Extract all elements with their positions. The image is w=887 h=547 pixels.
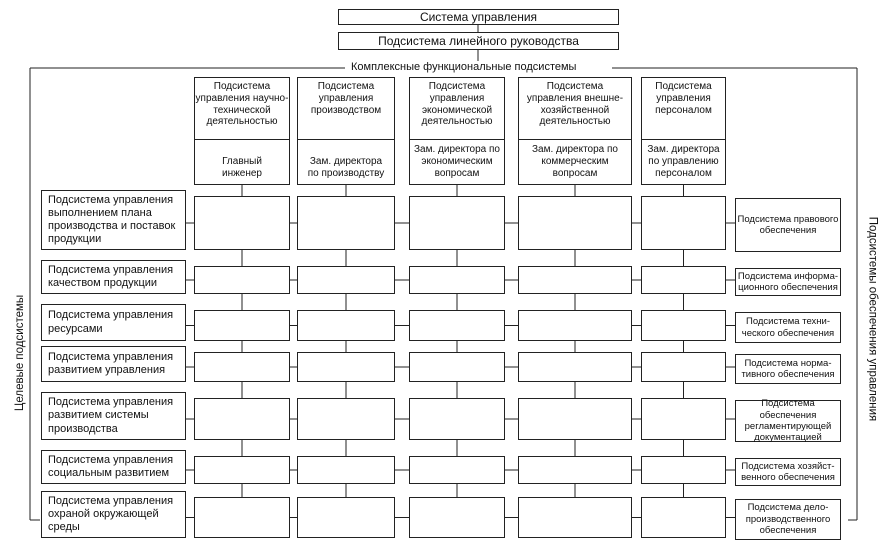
- cell-r5-c5: [641, 398, 726, 440]
- linear-box: [338, 32, 619, 50]
- functional-divider: [410, 139, 504, 140]
- target-name: Подсистема управления охраной окружающей среды: [48, 494, 174, 534]
- functional-name: Подсистема управления персоналом: [655, 81, 712, 116]
- cell-r1-c2: [297, 196, 395, 250]
- functional-name: Подсистема управления производством: [310, 81, 382, 116]
- functional-box-1: [194, 77, 290, 185]
- functional-head: Зам. директора по коммерческим вопросам: [532, 144, 618, 179]
- support-box-3: [735, 312, 841, 343]
- cell-r6-c5: [641, 456, 726, 484]
- cell-r6-c1: [194, 456, 290, 484]
- functional-divider: [298, 139, 394, 140]
- cell-r5-c2: [297, 398, 395, 440]
- support-box-7: [735, 499, 841, 540]
- support-name: Подсистема техни- ческого обеспечения: [741, 316, 835, 339]
- cell-r2-c3: [409, 266, 505, 294]
- functional-box-5: [641, 77, 726, 185]
- functional-box-3: [409, 77, 505, 185]
- target-box-4: [41, 346, 186, 382]
- functional-divider: [642, 139, 725, 140]
- target-name: Подсистема управления качеством продукции: [48, 263, 174, 289]
- support-box-5: [735, 400, 841, 442]
- functional-head: Зам. директора по производству: [307, 156, 385, 179]
- cell-r5-c1: [194, 398, 290, 440]
- cell-r3-c2: [297, 310, 395, 341]
- target-name: Подсистема управления развитием системы производства: [48, 396, 174, 435]
- support-box-4: [735, 354, 841, 384]
- cell-r7-c5: [641, 497, 726, 538]
- functional-divider: [195, 139, 289, 140]
- cell-r4-c3: [409, 352, 505, 382]
- functional-box-2: [297, 77, 395, 185]
- cell-r1-c5: [641, 196, 726, 250]
- functional-name: Подсистема управления внешне- хозяйственной деятельностью: [526, 81, 624, 128]
- cell-r4-c2: [297, 352, 395, 382]
- support-box-2: [735, 268, 841, 296]
- cell-r4-c4: [518, 352, 632, 382]
- cell-r1-c1: [194, 196, 290, 250]
- target-subsystems-label: Целевые подсистемы: [14, 294, 27, 412]
- cell-r5-c4: [518, 398, 632, 440]
- cell-r1-c4: [518, 196, 632, 250]
- functional-name: Подсистема управления научно- технической деятельностью: [195, 81, 289, 128]
- functional-head: Главный инженер: [221, 156, 262, 179]
- target-box-5: [41, 392, 186, 440]
- cell-r7-c2: [297, 497, 395, 538]
- linear-title: Подсистема линейного руководства: [378, 33, 579, 48]
- cell-r2-c2: [297, 266, 395, 294]
- support-box-6: [735, 458, 841, 486]
- cell-r4-c1: [194, 352, 290, 382]
- cell-r7-c3: [409, 497, 505, 538]
- support-name: Подсистема дело- производственного обеспечения: [745, 502, 831, 537]
- cell-r3-c4: [518, 310, 632, 341]
- support-name: Подсистема хозяйст- венного обеспечения: [741, 460, 835, 483]
- target-name: Подсистема управления развитием управления: [48, 350, 174, 376]
- target-box-6: [41, 450, 186, 484]
- support-name: Подсистема правового обеспечения: [737, 213, 839, 236]
- system-title: Система управления: [419, 9, 538, 24]
- cell-r6-c3: [409, 456, 505, 484]
- target-name: Подсистема управления ресурсами: [48, 309, 174, 335]
- cell-r6-c2: [297, 456, 395, 484]
- cell-r3-c5: [641, 310, 726, 341]
- cell-r1-c3: [409, 196, 505, 250]
- cell-r3-c3: [409, 310, 505, 341]
- support-name: Подсистема норма- тивного обеспечения: [741, 357, 835, 380]
- functional-divider: [519, 139, 631, 140]
- support-name: Подсистема обеспечения регламентирующей документацией: [744, 398, 832, 444]
- support-name: Подсистема информа- ционного обеспечения: [737, 270, 839, 293]
- functional-box-4: [518, 77, 632, 185]
- system-box: [338, 9, 619, 25]
- target-box-2: [41, 260, 186, 294]
- target-name: Подсистема управления социальным развитием: [48, 453, 174, 479]
- support-subsystems-label: Подсистемы обеспечения управления: [866, 216, 879, 422]
- cell-r5-c3: [409, 398, 505, 440]
- target-box-3: [41, 304, 186, 341]
- cell-r2-c1: [194, 266, 290, 294]
- target-box-1: [41, 190, 186, 250]
- cell-r2-c5: [641, 266, 726, 294]
- functional-head: Зам. директора по экономическим вопросам: [414, 144, 500, 179]
- cell-r3-c1: [194, 310, 290, 341]
- cell-r7-c4: [518, 497, 632, 538]
- functional-subsystems-label: Комплексные функциональные подсистемы: [348, 61, 579, 73]
- cell-r7-c1: [194, 497, 290, 538]
- cell-r6-c4: [518, 456, 632, 484]
- support-box-1: [735, 198, 841, 252]
- cell-r4-c5: [641, 352, 726, 382]
- target-box-7: [41, 491, 186, 538]
- functional-name: Подсистема управления экономической деятельностью: [421, 81, 493, 128]
- target-name: Подсистема управления выполнением плана производства и поставок продукции: [48, 193, 176, 246]
- functional-head: Зам. директора по управлению персоналом: [647, 144, 720, 179]
- cell-r2-c4: [518, 266, 632, 294]
